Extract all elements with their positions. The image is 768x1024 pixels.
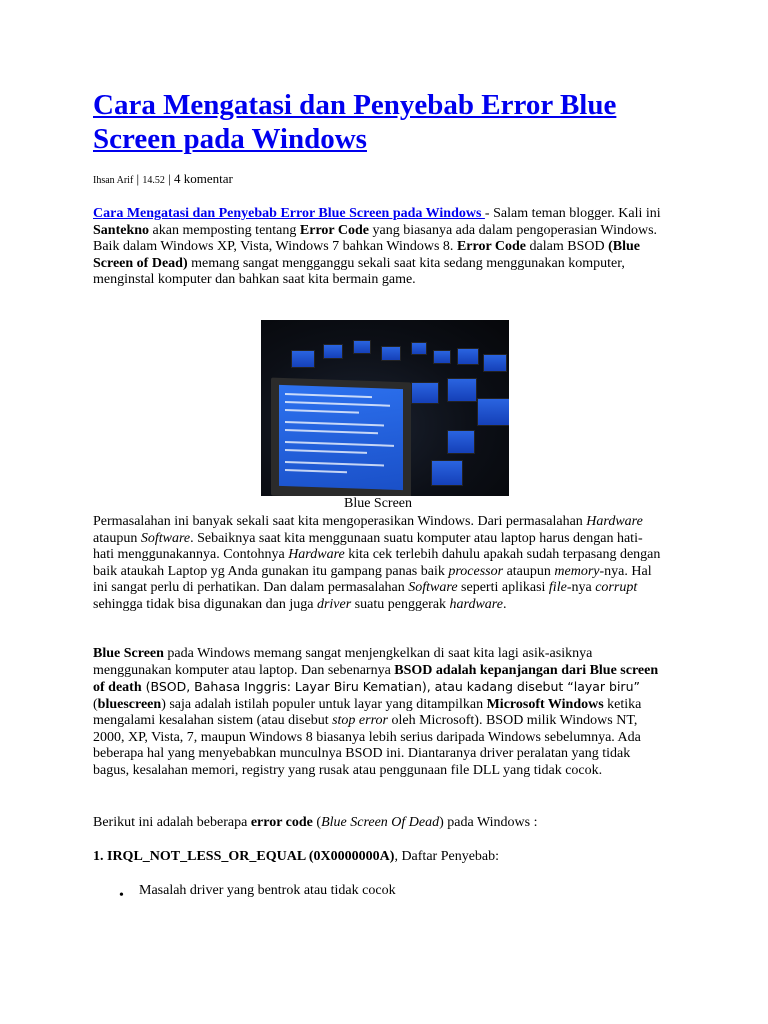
italic-text: hardware: [449, 596, 503, 612]
bold-text: (Blue Screen of Dead): [93, 239, 640, 271]
image-caption: Blue Screen: [343, 496, 413, 511]
text: , Daftar Penyebab:: [394, 849, 500, 864]
screen-text-line: [285, 401, 390, 407]
screen-text-line: [285, 469, 347, 473]
text: memang sangat mengganggu sekali saat kita sedang menggunakan komputer, menginstal komputer dan bahkan saat kita bermain game.: [93, 255, 625, 287]
monitor-screen: [447, 378, 477, 402]
post-meta: [93, 171, 233, 189]
screen-text-line: [285, 409, 359, 414]
italic-text: Software: [408, 580, 458, 595]
post-time: 14.52: [142, 175, 165, 186]
text: (: [93, 696, 98, 712]
article-title-link[interactable]: Cara Mengatasi dan Penyebab Error Blue Screen pada Windows: [93, 89, 617, 155]
text: . Sebaiknya saat kita menggunaan suatu komputer atau laptop harus dengan hati-hati menggunakannya. Contohnya: [93, 530, 643, 562]
text: Permasalahan ini banyak sekali saat kita mengoperasikan Windows. Dari permasalahan: [93, 514, 587, 529]
meta-separator: |: [133, 171, 143, 186]
italic-text: file: [548, 580, 567, 595]
bold-text: Error Code: [299, 222, 369, 238]
text: kita cek terlebih dahulu apakah sudah terpasang dengan baik ataukah Laptop yg Anda gunakan itu gampang panas baik: [93, 547, 661, 579]
italic-text: Software: [140, 530, 191, 546]
text: dalam BSOD: [526, 239, 609, 254]
laptop-blue-screen: [271, 378, 411, 496]
screen-text-line: [285, 449, 367, 454]
intro-title-link[interactable]: Cara Mengatasi dan Penyebab Error Blue Screen pada Windows: [93, 206, 485, 221]
bold-text: Blue Screen: [93, 646, 164, 661]
text: ataupun: [503, 563, 555, 579]
bold-text: 1. IRQL_NOT_LESS_OR_EQUAL (0X0000000A): [93, 849, 395, 864]
screen-text-line: [285, 441, 394, 447]
text: oleh Microsoft). BSOD milik Windows NT, 2000, XP, Vista, 7, maupun Windows 8 biasanya lebih serius daripada Windows sebelumnya. Ada beberapa hal yang menyebabkan munculnya BSOD ini. Diantaranya driver peralatan yang tidak bagus, kesalahan memori, registry yang rusak atau penggunaan file DLL yang tidak cocok.: [93, 713, 641, 778]
text: - Salam teman blogger. Kali ini: [484, 206, 661, 221]
monitor-screen: [381, 346, 401, 361]
text: -nya. Hal ini sangat perlu di perhatikan. Dan dalam permasalahan: [93, 563, 652, 595]
paragraph-2: [93, 514, 663, 613]
italic-text: Hardware: [586, 514, 643, 529]
paragraph-4: [93, 815, 663, 832]
text: -nya: [566, 580, 596, 595]
bold-text: BSOD adalah kepanjangan dari Blue screen of death: [93, 662, 659, 695]
intro-paragraph: [93, 206, 663, 289]
text: sehingga tidak bisa digunakan dan juga: [93, 596, 317, 612]
italic-text: corrupt: [595, 580, 638, 595]
text: yang biasanya ada dalam pengoperasian Windows. Baik dalam Windows XP, Vista, Windows 7 bahkan Windows 8.: [93, 222, 658, 254]
bullet-icon: •: [119, 888, 124, 903]
comments-link[interactable]: 4 komentar: [174, 171, 233, 186]
monitor-screen: [411, 382, 439, 404]
text: seperti aplikasi: [457, 580, 549, 595]
screen-text-line: [285, 393, 372, 398]
text: ataupun: [93, 530, 141, 546]
text: suatu penggerak: [351, 596, 450, 612]
laptop-screen: [279, 385, 403, 490]
bold-text: Error Code: [456, 239, 527, 254]
monitor-screen: [447, 430, 475, 454]
monitor-screen: [457, 348, 479, 365]
screen-text-line: [285, 461, 384, 466]
monitor-screen: [477, 398, 509, 426]
bold-text: error code: [250, 815, 313, 830]
blue-screen-photo: [261, 320, 509, 496]
italic-text: processor: [448, 563, 504, 579]
text: .: [502, 596, 507, 612]
error-code-heading: [93, 849, 663, 866]
italic-text: driver: [316, 596, 352, 612]
italic-text: Blue Screen Of Dead: [321, 815, 440, 830]
text: (: [312, 815, 322, 830]
italic-text: memory: [554, 563, 600, 579]
italic-text: stop error: [332, 713, 388, 728]
monitor-screen: [411, 342, 427, 355]
monitor-screen: [483, 354, 507, 372]
italic-text: Hardware: [288, 547, 345, 562]
paragraph-3: [93, 646, 663, 779]
text: Berikut ini adalah beberapa: [93, 815, 251, 830]
meta-separator: |: [164, 171, 174, 186]
monitor-screen: [323, 344, 343, 359]
list-item: Masalah driver yang bentrok atau tidak cocok: [139, 883, 396, 898]
monitor-screen: [291, 350, 315, 368]
text: ketika mengalami kesalahan sistem (atau disebut: [93, 696, 642, 728]
text: akan memposting tentang: [149, 222, 300, 238]
text: ) saja adalah istilah populer untuk layar yang ditampilkan: [161, 696, 487, 712]
screen-text-line: [285, 421, 384, 426]
bold-text: Microsoft Windows: [486, 696, 604, 712]
bold-text: bluescreen: [97, 696, 162, 712]
monitor-screen: [433, 350, 451, 364]
text: pada Windows memang sangat menjengkelkan di saat kita lagi asik-asiknya menggunakan komputer atau laptop. Dan sebenarnya: [93, 646, 593, 678]
text: ) pada Windows :: [439, 815, 538, 830]
monitor-screen: [431, 460, 463, 486]
bold-text: Santekno: [93, 222, 150, 238]
author-name[interactable]: Ihsan Arif: [93, 175, 134, 186]
monitor-screen: [353, 340, 371, 354]
text: (BSOD, Bahasa Inggris: Layar Biru Kematian), atau kadang disebut “layar biru”: [141, 679, 640, 694]
screen-text-line: [285, 429, 378, 434]
